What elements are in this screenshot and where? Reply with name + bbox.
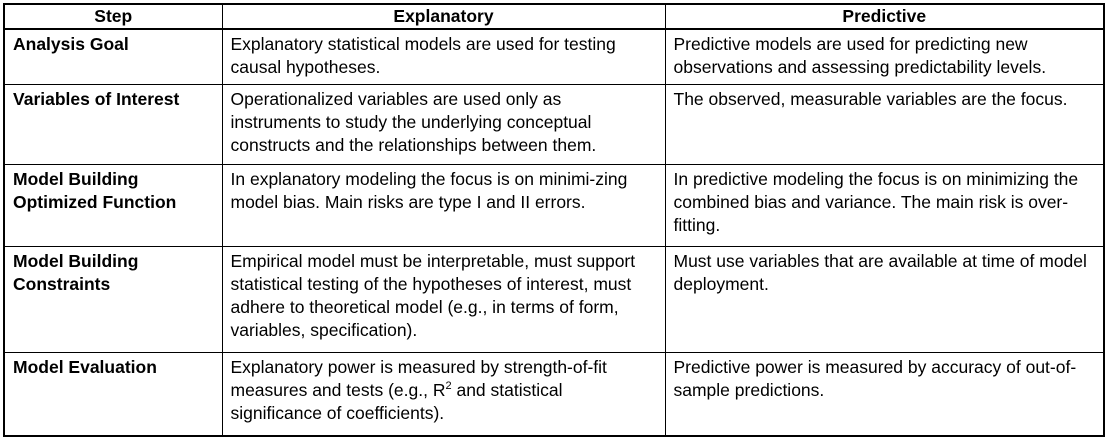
predictive-cell: In predictive modeling the focus is on minimizing the combined bias and variance. The main risk is over-fitting. xyxy=(665,164,1104,246)
table-row xyxy=(4,352,1104,436)
comparison-table-container xyxy=(3,3,1103,437)
explanatory-cell xyxy=(222,352,665,436)
explanatory-cell: Operationalized variables are used only as instruments to study the underlying conceptual constructs and the relationships between them. xyxy=(222,84,665,164)
explanatory-text-before: Explanatory power is measured by strength-of-fit measures and tests (e.g., R xyxy=(230,356,607,400)
header-predictive: Predictive xyxy=(665,4,1104,29)
table-row xyxy=(4,29,1104,84)
comparison-table xyxy=(3,3,1105,437)
header-explanatory: Explanatory xyxy=(222,4,665,29)
explanatory-cell: In explanatory modeling the focus is on minimi-zing model bias. Main risks are type I and II errors. xyxy=(222,164,665,246)
step-cell: Model Building Optimized Function xyxy=(4,164,222,246)
r-squared-superscript: 2 xyxy=(445,379,452,392)
predictive-cell: Predictive models are used for predicting new observations and assessing predictability levels. xyxy=(665,29,1104,84)
explanatory-cell: Empirical model must be interpretable, must support statistical testing of the hypotheses of interest, must adhere to theoretical model (e.g., in terms of form, variables, specification). xyxy=(222,246,665,352)
table-row xyxy=(4,246,1104,352)
step-cell: Variables of Interest xyxy=(4,84,222,164)
step-cell: Model Evaluation xyxy=(4,352,222,436)
explanatory-cell: Explanatory statistical models are used for testing causal hypotheses. xyxy=(222,29,665,84)
step-cell: Model Building Constraints xyxy=(4,246,222,352)
table-row xyxy=(4,84,1104,164)
predictive-cell: The observed, measurable variables are the focus. xyxy=(665,84,1104,164)
header-step: Step xyxy=(4,4,222,29)
explanatory-text-after: and statistical significance of coefficients). xyxy=(230,379,563,423)
step-cell: Analysis Goal xyxy=(4,29,222,84)
table-header-row xyxy=(4,4,1104,29)
predictive-cell: Must use variables that are available at time of model deployment. xyxy=(665,246,1104,352)
table-row xyxy=(4,164,1104,246)
predictive-cell: Predictive power is measured by accuracy of out-of-sample predictions. xyxy=(665,352,1104,436)
